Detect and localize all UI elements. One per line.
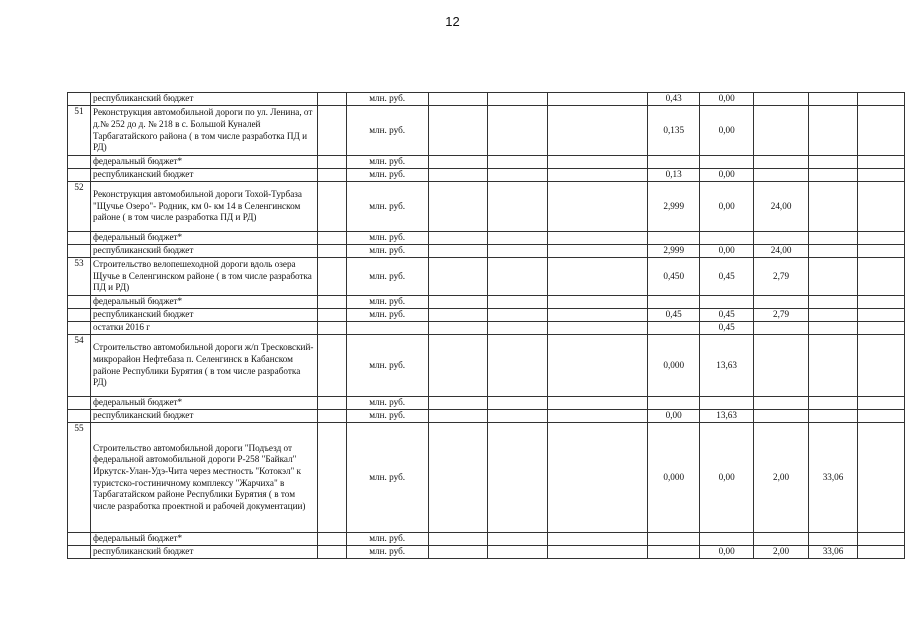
value-cell: 2,00 [754,546,809,559]
value-cell [648,533,700,546]
value-cell [487,397,548,410]
row-description: республиканский бюджет [90,309,317,322]
value-cell [858,533,905,546]
value-cell [700,397,754,410]
value-cell: 0,00 [700,245,754,258]
value-cell: 0,000 [648,335,700,397]
value-cell [548,397,648,410]
value-cell [487,169,548,182]
empty-cell [317,322,346,335]
value-cell [858,245,905,258]
value-cell: 24,00 [754,182,809,232]
value-cell [428,232,487,245]
unit-cell: млн. руб. [346,423,428,533]
value-cell [648,397,700,410]
row-number: 51 [68,106,91,156]
value-cell [700,533,754,546]
value-cell [700,156,754,169]
value-cell [754,232,809,245]
value-cell [487,410,548,423]
value-cell: 0,00 [700,423,754,533]
empty-cell [317,182,346,232]
value-cell [648,232,700,245]
row-number [68,232,91,245]
unit-cell: млн. руб. [346,335,428,397]
value-cell [487,182,548,232]
value-cell [754,322,809,335]
value-cell: 0,00 [700,169,754,182]
value-cell [754,335,809,397]
value-cell: 13,63 [700,410,754,423]
value-cell [858,296,905,309]
value-cell [858,309,905,322]
value-cell [809,335,858,397]
value-cell [548,156,648,169]
row-description: федеральный бюджет* [90,533,317,546]
empty-cell [317,232,346,245]
row-description: Строительство велопешеходной дороги вдоль озера Щучье в Селенгинском районе ( в том числе разработка ПД и РД) [90,258,317,296]
value-cell [428,258,487,296]
value-cell [428,169,487,182]
value-cell [858,335,905,397]
value-cell [754,169,809,182]
row-number [68,156,91,169]
value-cell [548,546,648,559]
value-cell: 0,43 [648,93,700,106]
row-description: федеральный бюджет* [90,156,317,169]
value-cell: 0,00 [700,93,754,106]
row-number: 53 [68,258,91,296]
value-cell: 0,00 [700,106,754,156]
unit-cell: млн. руб. [346,245,428,258]
value-cell [428,410,487,423]
unit-cell: млн. руб. [346,258,428,296]
value-cell [809,106,858,156]
value-cell [858,546,905,559]
value-cell [548,423,648,533]
row-number [68,533,91,546]
value-cell [487,258,548,296]
value-cell [428,106,487,156]
value-cell: 0,45 [648,309,700,322]
value-cell [858,93,905,106]
value-cell: 0,450 [648,258,700,296]
value-cell [487,335,548,397]
row-description: республиканский бюджет [90,169,317,182]
value-cell [754,156,809,169]
table-row [68,93,905,106]
value-cell [858,182,905,232]
value-cell [487,546,548,559]
row-description: республиканский бюджет [90,245,317,258]
table-row [68,106,905,156]
row-number [68,245,91,258]
value-cell [548,232,648,245]
value-cell [548,309,648,322]
value-cell [548,169,648,182]
table-row [68,232,905,245]
value-cell [428,309,487,322]
row-description: Строительство автомобильной дороги ж/п Тресковский-микрорайон Нефтебаза п. Селенгинск в Кабанском районе Республики Бурятия ( в том числе разработка РД) [90,335,317,397]
value-cell [487,296,548,309]
row-description: остатки 2016 г [90,322,317,335]
value-cell [754,410,809,423]
value-cell [648,546,700,559]
row-number [68,296,91,309]
value-cell: 0,135 [648,106,700,156]
value-cell [428,335,487,397]
empty-cell [317,245,346,258]
value-cell [548,93,648,106]
value-cell [754,397,809,410]
unit-cell: млн. руб. [346,410,428,423]
empty-cell [317,397,346,410]
value-cell [428,182,487,232]
value-cell: 13,63 [700,335,754,397]
value-cell: 2,999 [648,182,700,232]
value-cell [487,232,548,245]
empty-cell [317,93,346,106]
value-cell [858,410,905,423]
empty-cell [317,335,346,397]
value-cell [548,335,648,397]
value-cell [858,156,905,169]
value-cell [548,245,648,258]
row-description: республиканский бюджет [90,93,317,106]
value-cell [428,93,487,106]
row-description: федеральный бюджет* [90,232,317,245]
row-description: федеральный бюджет* [90,397,317,410]
table-row [68,322,905,335]
page-number: 12 [445,14,460,29]
empty-cell [317,423,346,533]
value-cell [809,232,858,245]
empty-cell [317,546,346,559]
value-cell [858,106,905,156]
value-cell [487,106,548,156]
value-cell [548,322,648,335]
value-cell [548,182,648,232]
value-cell [858,397,905,410]
value-cell [809,93,858,106]
row-description: республиканский бюджет [90,410,317,423]
value-cell: 24,00 [754,245,809,258]
unit-cell: млн. руб. [346,106,428,156]
value-cell [754,296,809,309]
value-cell [428,156,487,169]
row-number [68,322,91,335]
value-cell [700,296,754,309]
row-number [68,309,91,322]
unit-cell: млн. руб. [346,296,428,309]
value-cell [428,397,487,410]
value-cell [809,169,858,182]
table-row [68,410,905,423]
value-cell [858,423,905,533]
value-cell [809,156,858,169]
value-cell [754,106,809,156]
value-cell [428,546,487,559]
unit-cell: млн. руб. [346,169,428,182]
empty-cell [317,296,346,309]
value-cell [548,106,648,156]
empty-cell [317,156,346,169]
table-row [68,546,905,559]
value-cell [487,533,548,546]
value-cell [548,533,648,546]
row-number [68,546,91,559]
value-cell [548,258,648,296]
empty-cell [317,309,346,322]
value-cell [858,322,905,335]
unit-cell: млн. руб. [346,533,428,546]
value-cell [700,232,754,245]
value-cell [487,309,548,322]
empty-cell [317,169,346,182]
row-description: Реконструкция автомобильной дороги Тохой-Турбаза "Щучье Озеро"- Родник, км 0- км 14 в Селенгинском районе ( в том числе разработка ПД и РД) [90,182,317,232]
unit-cell: млн. руб. [346,182,428,232]
value-cell [648,322,700,335]
table-row [68,156,905,169]
value-cell [487,156,548,169]
row-number [68,93,91,106]
value-cell [428,423,487,533]
table-row [68,397,905,410]
empty-cell [317,258,346,296]
value-cell [858,258,905,296]
value-cell: 0,00 [700,182,754,232]
table-row [68,533,905,546]
value-cell [809,245,858,258]
value-cell [548,296,648,309]
value-cell [809,182,858,232]
budget-table [67,92,905,559]
value-cell: 0,000 [648,423,700,533]
value-cell: 2,79 [754,258,809,296]
table-row [68,245,905,258]
unit-cell: млн. руб. [346,93,428,106]
value-cell: 0,45 [700,322,754,335]
row-description: республиканский бюджет [90,546,317,559]
value-cell [548,410,648,423]
value-cell [809,410,858,423]
row-description: Реконструкция автомобильной дороги по ул. Ленина, от д.№ 252 до д. № 218 в с. Большой Куналей Тарбагатайского района ( в том числе разработка ПД и РД) [90,106,317,156]
value-cell [487,322,548,335]
table-row [68,169,905,182]
value-cell [487,423,548,533]
unit-cell: млн. руб. [346,156,428,169]
value-cell [428,245,487,258]
value-cell [428,296,487,309]
value-cell: 0,00 [700,546,754,559]
value-cell [648,296,700,309]
unit-cell: млн. руб. [346,232,428,245]
value-cell: 2,00 [754,423,809,533]
value-cell [809,258,858,296]
unit-cell [346,322,428,335]
unit-cell: млн. руб. [346,397,428,410]
value-cell [754,533,809,546]
value-cell [487,245,548,258]
empty-cell [317,106,346,156]
row-number: 54 [68,335,91,397]
value-cell: 2,79 [754,309,809,322]
row-number [68,410,91,423]
table-row [68,258,905,296]
value-cell [858,169,905,182]
empty-cell [317,410,346,423]
row-number: 55 [68,423,91,533]
row-number [68,397,91,410]
value-cell [754,93,809,106]
table-body [68,93,905,559]
table-row [68,335,905,397]
value-cell [809,533,858,546]
value-cell: 33,06 [809,423,858,533]
value-cell: 33,06 [809,546,858,559]
table-row [68,182,905,232]
empty-cell [317,533,346,546]
value-cell [487,93,548,106]
row-description: Строительство автомобильной дороги "Подъезд от федеральной автомобильной дороги Р-258 "Байкал" Иркутск-Улан-Удэ-Чита через местность "Котокэл" к туристско-гостиничному комплексу "Жарчиха" в Тарбагатайском районе Республики Бурятия ( в том числе разработка проектной и рабочей документации) [90,423,317,533]
value-cell [428,322,487,335]
value-cell: 0,45 [700,309,754,322]
value-cell [648,156,700,169]
table-row [68,423,905,533]
value-cell [858,232,905,245]
value-cell [809,296,858,309]
unit-cell: млн. руб. [346,309,428,322]
row-description: федеральный бюджет* [90,296,317,309]
row-number [68,169,91,182]
value-cell: 0,45 [700,258,754,296]
value-cell [428,533,487,546]
value-cell [809,397,858,410]
value-cell [809,322,858,335]
value-cell [809,309,858,322]
row-number: 52 [68,182,91,232]
value-cell: 0,13 [648,169,700,182]
unit-cell: млн. руб. [346,546,428,559]
table-row [68,309,905,322]
table-row [68,296,905,309]
value-cell: 0,00 [648,410,700,423]
value-cell: 2,999 [648,245,700,258]
